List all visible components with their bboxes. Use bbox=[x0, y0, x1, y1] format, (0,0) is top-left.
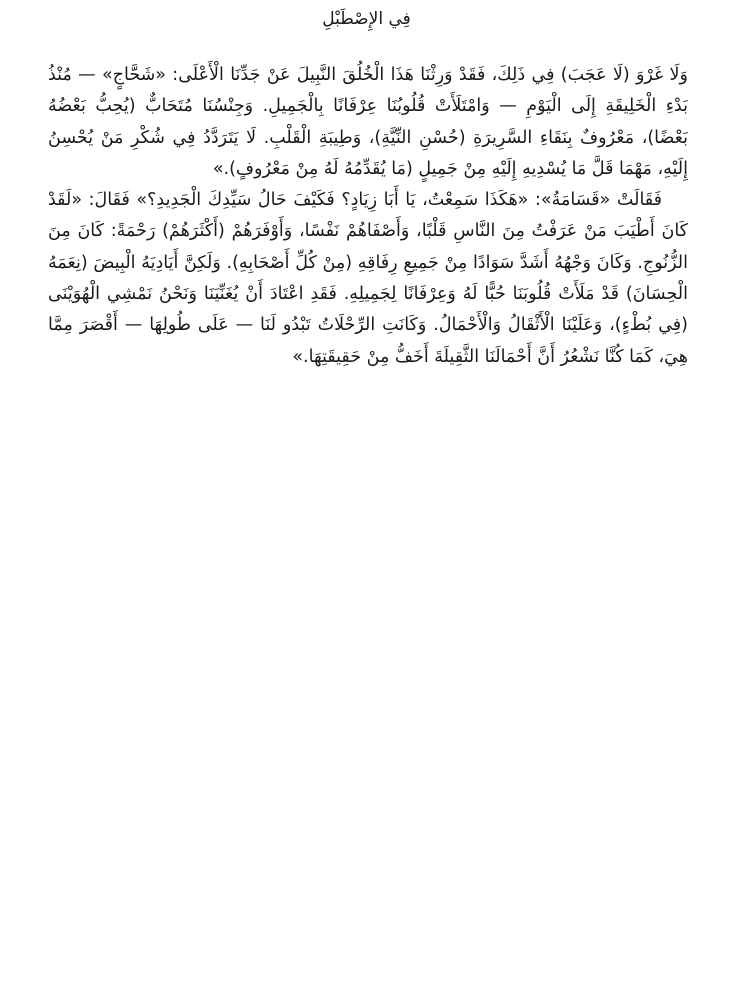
body-text bbox=[48, 60, 688, 373]
paragraph-2: فَقَالَتْ «قَسَامَةُ»: «هَكَذَا سَمِعْتُ، يَا أَبَا زِيَادٍ؟ فَكَيْفَ حَالُ سَيِّدِكَ الْجَدِيدِ؟» فَقَالَ: «لَقَدْ كَانَ أَطْيَبَ مَنْ عَرَفْتُ مِنَ النَّاسِ قَلْبًا، وَأَصْفَاهُمْ نَفْسًا، وَأَوْفَرَهُمْ (أَكْثَرَهُمْ) رَحْمَةً: كَانَ مِنَ الزُّنُوجِ. وَكَانَ وَجْهُهُ أَشَدَّ سَوَادًا مِنْ جَمِيعِ رِفَاقِهِ (مِنْ كُلِّ أَصْحَابِهِ). وَلَكِنَّ أَيَادِيَهُ الْبِيضَ (نِعَمَهُ الْحِسَانَ) قَدْ مَلَأَتْ قُلُوبَنَا حُبًّا لَهُ وَعِرْفَانًا لِجَمِيلِهِ. فَقَدِ اعْتَادَ أَنْ يُغَنِّيَنَا وَنَحْنُ نَمْشِي الْهُوَيْنَى (فِي بُطْءٍ)، وَعَلَيْنَا الْأَثْقَالُ وَالْأَحْمَالُ. وَكَانَتِ الرِّحْلَاتُ تَبْدُو لَنَا — عَلَى طُولِهَا — أَقْصَرَ مِمَّا هِيَ، كَمَا كُنَّا نَشْعُرُ أَنَّ أَحْمَالَنَا الثَّقِيلَةَ أَخَفُّ مِنْ حَقِيقَتِهَا.» bbox=[48, 190, 688, 367]
running-header: فِي الإِصْطَبْلِ bbox=[322, 9, 411, 29]
paragraph-1: وَلَا غَرْوَ (لَا عَجَبَ) فِي ذَلِكَ، فَقَدْ وَرِثْنَا هَذَا الْخُلُقَ النَّبِيلَ عَنْ جَدِّنَا الْأَعْلَى: «شَحَّاجٍ» — مُنْذُ بَدْءِ الْخَلِيقَةِ إِلَى الْيَوْمِ — وَامْتَلَأَتْ قُلُوبُنَا عِرْفَانًا بِالْجَمِيلِ. وَجِنْسُنَا مُتَحَابٌّ (يُحِبُّ بَعْضُهُ بَعْضًا)، مَعْرُوفٌ بِنَقَاءِ السَّرِيرَةِ (حُسْنِ النِّيَّةِ)، وَطِيبَةِ الْقَلْبِ. لَا يَتَرَدَّدُ فِي شُكْرِ مَنْ يُحْسِنُ إِلَيْهِ، مَهْمَا قَلَّ مَا يُسْدِيهِ إِلَيْهِ مِنْ جَمِيلٍ (مَا يُقَدِّمُهُ لَهُ مِنْ مَعْرُوفٍ).» bbox=[48, 65, 688, 179]
